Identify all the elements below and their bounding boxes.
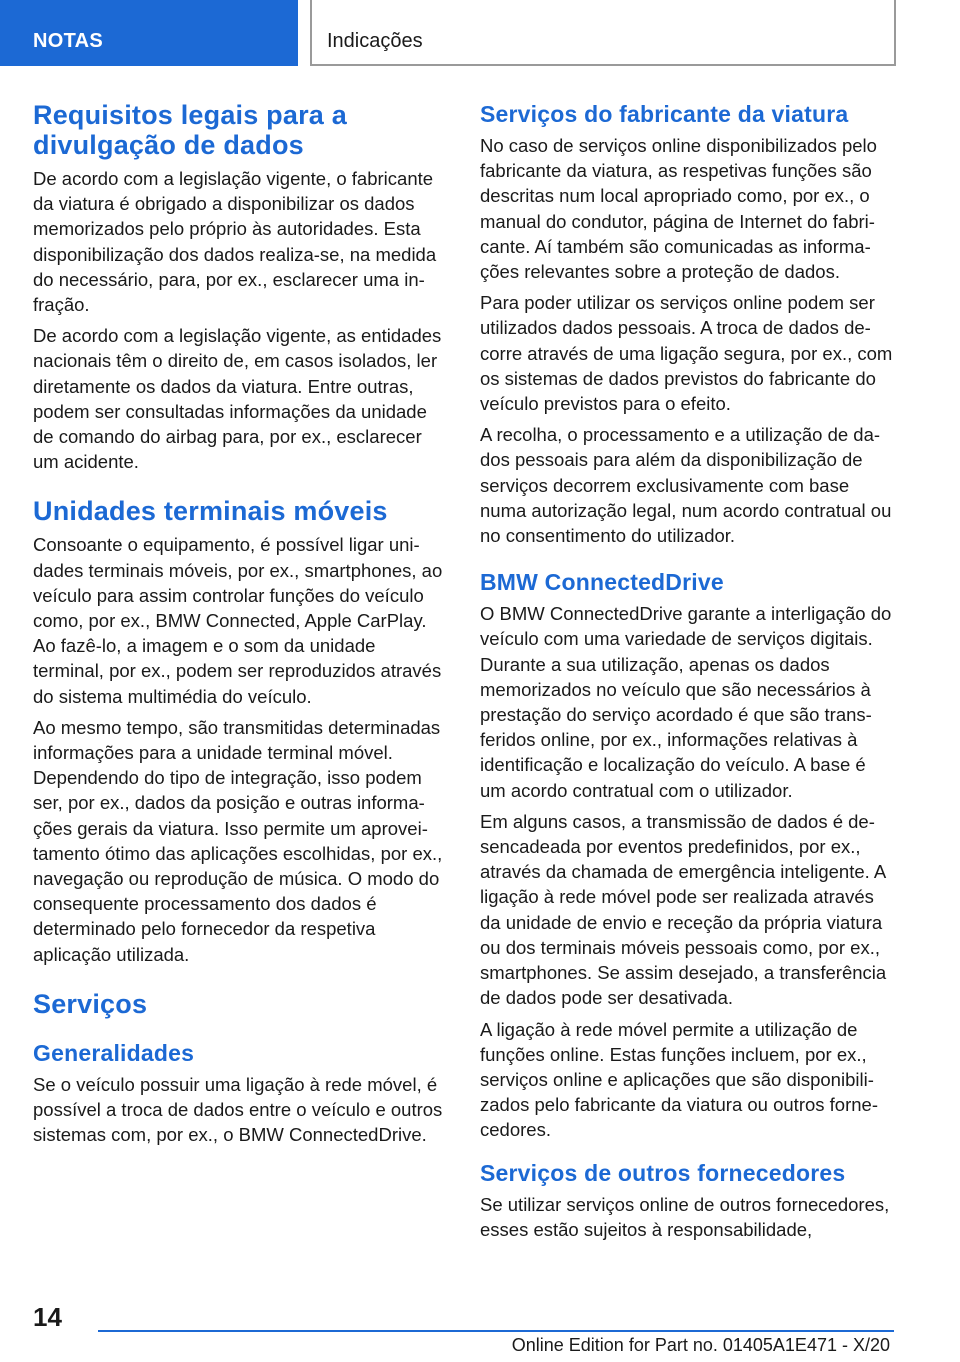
heading-manufacturer-services: Serviços do fabricante da viatura (480, 101, 849, 127)
paragraph-connected-2: Em alguns casos, a transmissão de dados é desencadeada por eventos predefinidos, por ex., através da chamada de emergência inteligente. A ligação à rede móvel pode ser realizada através da unidade de envio e receção da própria viatura ou dos terminais móveis pessoais como, por ex., smartphones. Se assim desejado, a transferência de dados pode ser desativada. (480, 810, 887, 1009)
page-number: 14 (33, 1302, 62, 1332)
heading-mobile-terminals: Unidades terminais móveis (33, 496, 388, 527)
paragraph-terminals-2: Ao mesmo tempo, são transmitidas determinadas informações para a unidade terminal móvel. Dependendo do tipo de integração, isso podem ser, por ex., dados da posição e outras informações gerais da viatura. Isso permite um aproveitamento ótimo das aplicações escolhidas, por ex., navegação ou reprodução de música. O modo do consequente processamento dos dados é determinado pelo fornecedor da respetiva aplicação utilizada. (33, 716, 443, 965)
heading-general: Generalidades (33, 1039, 195, 1066)
heading-other-providers: Serviços de outros fornecedores (480, 1159, 846, 1186)
section-tab: NOTAS (0, 0, 298, 66)
paragraph-manufacturer-1: No caso de serviços online disponibilizados pelo fabricante da viatura, as respetivas funções são descritas num local apropriado como, por ex., o manual do condutor, página de Internet do fabricante. Aí também são comunicadas as informações relevantes sobre a proteção de dados. (480, 135, 877, 283)
footer-divider (98, 1330, 894, 1332)
chapter-tab: Indicações (310, 0, 896, 66)
paragraph-terminals-1: Consoante o equipamento, é possível ligar unidades terminais móveis, por ex., smartphones, ao veículo para assim controlar funções do veículo como, por ex., BMW Connected, Apple CarPlay. Ao fazê-lo, a imagem e o som da unidade terminal, por ex., podem ser reproduzidos através do sistema multimédia do veículo. (33, 534, 443, 707)
page-header (0, 0, 960, 66)
heading-services: Serviços (33, 988, 148, 1019)
paragraph-connected-3: A ligação à rede móvel permite a utilização de funções online. Estas funções incluem, por ex., serviços online e aplicações que são disponibilizados pelo fabricante da viatura ou outros fornecedores. (480, 1018, 879, 1141)
paragraph-manufacturer-2: Para poder utilizar os serviços online podem ser utilizados dados pessoais. A troca de dados decorre através de uma ligação segura, por ex., com os sistemas de dados previstos do fabricante do veículo previstos para o efeito. (480, 292, 893, 415)
heading-connecteddrive: BMW ConnectedDrive (480, 569, 724, 596)
heading-legal-requirements: Requisitos legais para a divulgação de dados (33, 100, 347, 160)
paragraph-general: Se o veículo possuir uma ligação à rede móvel, é possível a troca de dados entre o veículo e outros sistemas com, por ex., o BMW ConnectedDrive. (33, 1073, 443, 1146)
right-column (480, 100, 896, 1248)
left-column (33, 100, 449, 1154)
footer-edition: Online Edition for Part no. 01405A1E471 - X/20 (511, 1335, 890, 1355)
paragraph-other-providers: Se utilizar serviços online de outros fornecedores, esses estão sujeitos à responsabilidade, (480, 1193, 890, 1240)
paragraph-manufacturer-3: A recolha, o processamento e a utilização de dados pessoais para além da disponibilização de serviços decorrem exclusivamente com base numa autorização legal, num acordo contratual ou no consentimento do utilizador. (480, 424, 892, 547)
paragraph-connected-1: O BMW ConnectedDrive garante a interligação do veículo com uma variedade de serviços digitais. Durante a sua utilização, apenas os dados memorizados no veículo que são necessários à prestação do serviço acordado é que são transferidos online, por ex., informações relativas à identificação e localização do veículo. A base é um acordo contratual com o utilizador. (480, 603, 892, 801)
paragraph-legal-1: De acordo com a legislação vigente, o fabricante da viatura é obrigado a disponibilizar os dados memorizados pelo próprio às autoridades. Esta disponibilização dos dados realiza-se, na medida do necessário, para, por ex., esclarecer uma infração. (33, 168, 437, 316)
paragraph-legal-2: De acordo com a legislação vigente, as entidades nacionais têm o direito de, em casos isolados, ler diretamente os dados da viatura. Entre outras, podem ser consultadas informações da unidade de comando do airbag para, por ex., esclarecer um acidente. (33, 325, 442, 473)
